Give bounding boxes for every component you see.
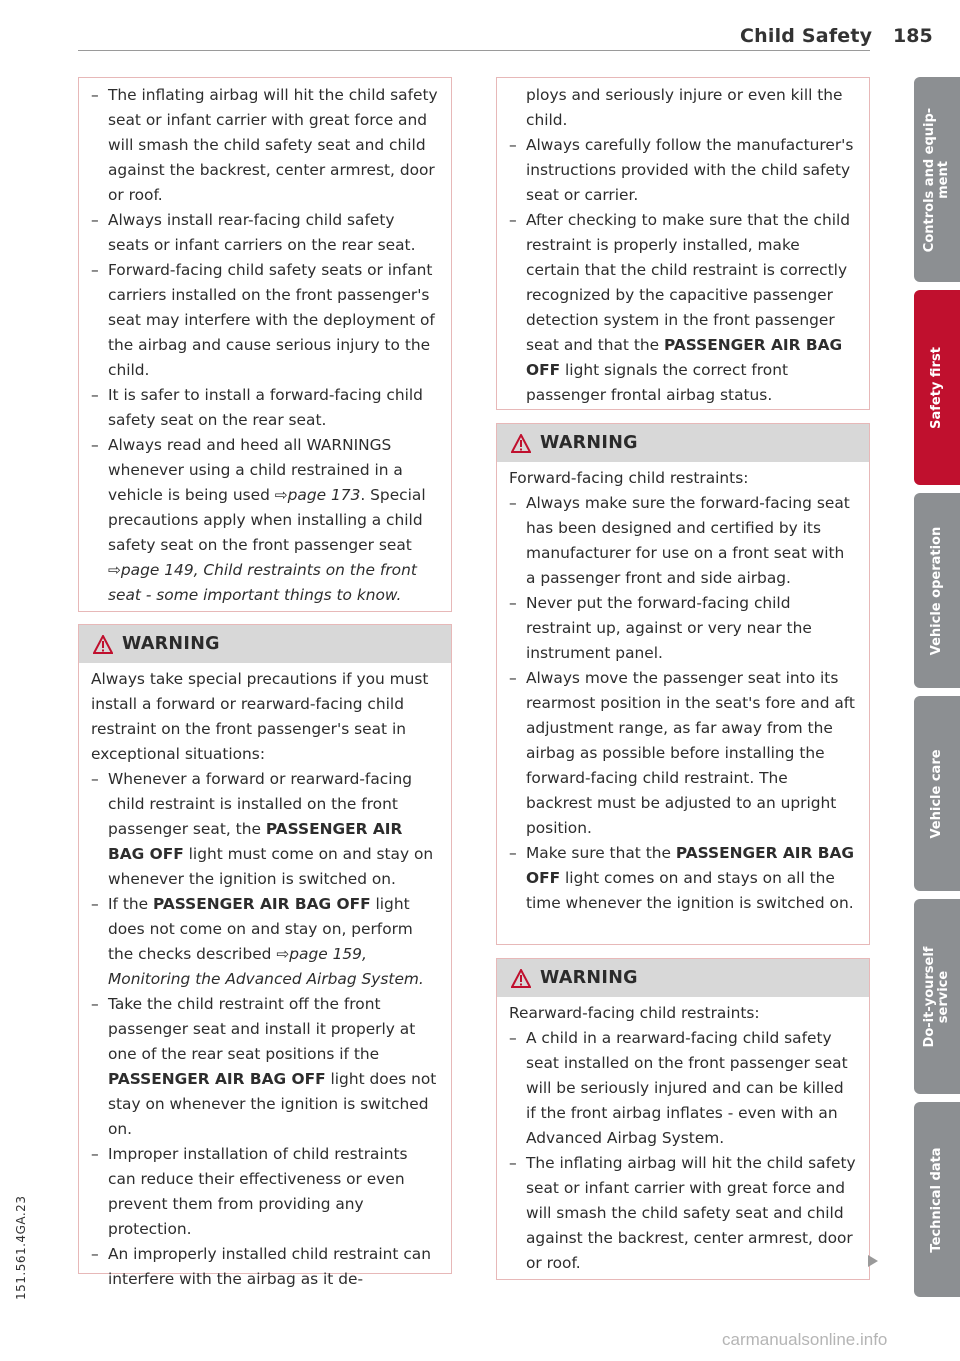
warning-list <box>509 491 857 916</box>
sidebar-tab-technical-data[interactable]: Technical data <box>914 1102 960 1297</box>
warning-triangle-icon <box>511 434 531 453</box>
warning-intro: Always take special precautions if you must install a forward or rearward-facing child restraint on the front passenger's seat in exceptional situations: <box>91 670 429 763</box>
list-item <box>91 433 439 608</box>
list-item: – Take the child restraint off the front passenger seat and install it properly at one of the rear seat positions if the PASSENGER AIR BAG OFF light does not stay on whenever the ignition is switched on. <box>91 992 439 1142</box>
list-item: – Always make sure the forward-facing seat has been designed and certified by its manufacturer for use on a front seat with a passenger front and side airbag. <box>509 491 857 591</box>
page-header-title: Child Safety <box>740 25 873 47</box>
warning-triangle-icon <box>93 635 113 654</box>
sidebar-tab-vehicle-care[interactable]: Vehicle care <box>914 696 960 891</box>
warning-list <box>91 767 439 1292</box>
page-number: 185 <box>893 25 933 47</box>
warning-intro: Forward-facing child restraints: <box>509 469 749 487</box>
list-item: – The inflating airbag will hit the child safety seat or infant carrier with great force and will smash the child safety seat and child against the backrest, center armrest, door or roof. <box>91 83 439 208</box>
list-item: – Whenever a forward or rearward-facing child restraint is installed on the front passenger seat, the PASSENGER AIR BAG OFF light must come on and stay on whenever the ignition is switched on. <box>91 767 439 892</box>
warning-list <box>509 1026 857 1276</box>
right-continued-box <box>496 77 870 410</box>
ref-arrow-icon: ⇨ <box>108 561 121 579</box>
list-item: – A child in a rearward-facing child safety seat installed on the front passenger seat will be seriously injured and can be killed if the front airbag inflates - even with an Advanced Airbag System. <box>509 1026 857 1151</box>
list-item-text: Always read and heed all WARNINGS whenever using a child restrained in a vehicle is being used <box>108 436 403 504</box>
ref-arrow-icon: ⇨ <box>274 486 288 504</box>
list-item: – After checking to make sure that the child restraint is properly installed, make certain that the child restraint is correctly recognized by the capacitive passenger detection system in the front passenger seat and that the PASSENGER AIR BAG OFF light signals the correct front passenger frontal airbag status. <box>509 208 857 408</box>
sidebar-tab-vehicle-operation[interactable]: Vehicle operation <box>914 493 960 688</box>
list-item: – An improperly installed child restraint can interfere with the airbag as it de- <box>91 1242 439 1292</box>
sidebar-tab-do-it-yourself-service[interactable]: Do-it-yourself service <box>914 899 960 1094</box>
right-bullet-list <box>509 133 857 408</box>
list-item: – The inflating airbag will hit the child safety seat or infant carrier with great force and will smash the child safety seat and child against the backrest, center armrest, door or roof. <box>509 1151 857 1276</box>
warning-header <box>497 959 869 997</box>
page-reference-link[interactable]: page 173 <box>287 486 361 504</box>
warning-heading: WARNING <box>122 634 220 654</box>
list-item: – Never put the forward-facing child restraint up, against or very near the instrument panel. <box>509 591 857 666</box>
list-item: – Improper installation of child restraints can reduce their effectiveness or even prevent them from providing any protection. <box>91 1142 439 1242</box>
warning-box-rearward-facing <box>496 958 870 1280</box>
document-code: 151.561.4GA.23 <box>14 1195 28 1300</box>
left-bullet-list <box>91 83 439 608</box>
list-item: – It is safer to install a forward-facing child safety seat on the rear seat. <box>91 383 439 433</box>
list-item: – Always move the passenger seat into its rearmost position in the seat's fore and aft adjustment range, as far away from the airbag as possible before installing the forward-facing child restraint. The backrest must be adjusted to an upright position. <box>509 666 857 841</box>
warning-box-forward-facing <box>496 423 870 945</box>
list-item: – Forward-facing child safety seats or infant carriers installed on the front passenger's seat may interfere with the deployment of the airbag and cause serious injury to the child. <box>91 258 439 383</box>
header-divider <box>78 50 870 51</box>
warning-heading: WARNING <box>540 968 638 988</box>
watermark: carmanualsonline.info <box>722 1330 888 1349</box>
warning-box-left <box>78 624 452 1288</box>
left-continued-box <box>78 77 452 612</box>
warning-intro: Rearward-facing child restraints: <box>509 1004 760 1022</box>
list-item: – Make sure that the PASSENGER AIR BAG OFF light comes on and stays on all the time whenever the ignition is switched on. <box>509 841 857 916</box>
continuation-text: ploys and seriously injure or even kill the child. <box>526 86 843 129</box>
ref-arrow-icon: ⇨ <box>276 945 290 963</box>
warning-header <box>79 625 451 663</box>
list-item: – Always install rear-facing child safety seats or infant carriers on the rear seat. <box>91 208 439 258</box>
sidebar-tab-controls-and-equipment[interactable]: Controls and equip- ment <box>914 77 960 282</box>
page-reference-link[interactable]: page 159, Monitoring the Advanced Airbag System. <box>108 945 424 988</box>
continue-arrow-icon[interactable] <box>868 1255 878 1267</box>
list-item: – Always carefully follow the manufacturer's instructions provided with the child safety seat or carrier. <box>509 133 857 208</box>
page-reference-link[interactable]: page 149, Child restraints on the front seat - some important things to know. <box>108 561 417 604</box>
warning-triangle-icon <box>511 969 531 988</box>
warning-heading: WARNING <box>540 433 638 453</box>
list-item-text: . Special precautions apply when installing a child safety seat on the front passenger seat <box>108 486 426 554</box>
sidebar-tab-safety-first[interactable]: Safety first <box>914 290 960 485</box>
warning-header <box>497 424 869 462</box>
list-item: – If the PASSENGER AIR BAG OFF light does not come on and stay on, perform the checks described ⇨page 159, Monitoring the Advanced Airbag System. <box>91 892 439 992</box>
